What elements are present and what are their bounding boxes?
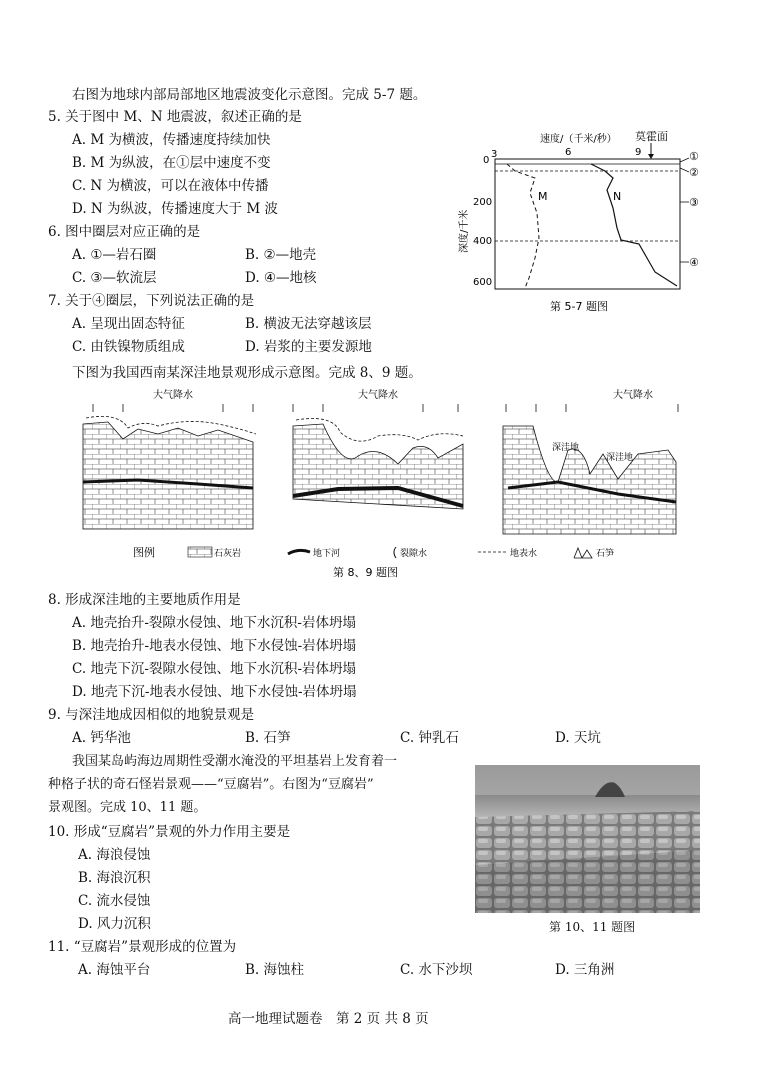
q10-stem: 10. 形成“豆腐岩”景观的外力作用主要是 bbox=[48, 824, 291, 840]
page-footer: 高一地理试题卷 第 2 页 共 8 页 bbox=[228, 1011, 429, 1027]
panel-2 bbox=[293, 388, 463, 509]
q11-option-a: A. 海蚀平台 bbox=[78, 962, 151, 978]
q7-option-b: B. 横波无法穿越该层 bbox=[245, 316, 372, 332]
figure-5-7-caption: 第 5-7 题图 bbox=[550, 300, 608, 313]
limestone-swatch bbox=[188, 547, 212, 557]
legend-limestone: 石灰岩 bbox=[214, 549, 242, 559]
q6-option-c: C. ③—软流层 bbox=[72, 270, 157, 286]
wave-m-label: M bbox=[538, 190, 548, 203]
y-tick-400: 400 bbox=[473, 236, 493, 247]
depth-axis-label: 深度/千米 bbox=[459, 209, 470, 253]
legend-fissure-water: 裂隙水 bbox=[400, 549, 428, 559]
legend-title: 图例 bbox=[133, 546, 155, 559]
rain-arrows bbox=[93, 404, 678, 412]
q6-option-d: D. ④—地核 bbox=[245, 270, 317, 286]
layer-2-label: ② bbox=[689, 166, 699, 179]
q8-option-d: D. 地壳下沉-地表水侵蚀、地下水侵蚀-岩体坍塌 bbox=[72, 684, 357, 700]
velocity-axis-title: 速度/（千米/秒） bbox=[540, 134, 617, 145]
panel-3-rain-label: 大气降水 bbox=[613, 390, 653, 401]
underground-river-swatch bbox=[288, 550, 310, 554]
layer-1-label: ① bbox=[689, 150, 699, 163]
intro-10-11-line3: 景观图。完成 10、11 题。 bbox=[48, 800, 207, 815]
wave-n-label: N bbox=[613, 190, 622, 203]
q7-option-a: A. 呈现出固态特征 bbox=[72, 316, 185, 332]
fissure-water-swatch bbox=[394, 547, 396, 558]
q9-option-b: B. 石笋 bbox=[245, 730, 291, 746]
q5-option-c: C. N 为横波，可以在液体中传播 bbox=[72, 178, 269, 194]
q10-option-a: A. 海浪侵蚀 bbox=[78, 847, 151, 863]
q5-option-d: D. N 为纵波，传播速度大于 M 波 bbox=[72, 201, 278, 217]
plot-frame bbox=[495, 159, 680, 289]
q11-option-b: B. 海蚀柱 bbox=[245, 962, 305, 978]
q5-stem: 5. 关于图中 M、N 地震波，叙述正确的是 bbox=[48, 109, 302, 125]
y-tick-0: 0 bbox=[483, 155, 490, 166]
legend-surface-water: 地表水 bbox=[510, 549, 538, 559]
q11-stem: 11. “豆腐岩”景观形成的位置为 bbox=[48, 939, 237, 955]
q10-option-d: D. 风力沉积 bbox=[78, 916, 151, 932]
q6-option-b: B. ②—地壳 bbox=[245, 247, 317, 263]
q8-option-b: B. 地壳抬升-地表水侵蚀、地下水侵蚀-岩体坍塌 bbox=[72, 638, 357, 654]
q10-option-c: C. 流水侵蚀 bbox=[78, 893, 151, 909]
q8-option-c: C. 地壳下沉-裂隙水侵蚀、地下水沉积-岩体坍塌 bbox=[72, 661, 357, 677]
moho-label: 莫霍面 bbox=[635, 130, 668, 143]
intro-10-11-line1: 我国某岛屿海边周期性受潮水淹没的平坦基岩上发育着一 bbox=[72, 754, 398, 769]
panel-1-rain-label: 大气降水 bbox=[153, 390, 193, 401]
layer-1-pointer bbox=[680, 158, 689, 162]
y-tick-600: 600 bbox=[473, 277, 493, 288]
intro-8-9: 下图为我国西南某深洼地景观形成示意图。完成 8、9 题。 bbox=[72, 365, 422, 381]
stalagmite-swatch bbox=[574, 548, 592, 558]
intro-10-11-line2: 种格子状的奇石怪岩景观——“豆腐岩”。右图为“豆腐岩” bbox=[48, 777, 374, 792]
q9-option-d: D. 天坑 bbox=[555, 730, 601, 746]
x-tick-6: 6 bbox=[565, 147, 572, 158]
q5-option-b: B. M 为纵波，在①层中速度不变 bbox=[72, 155, 271, 171]
q6-stem: 6. 图中圈层对应正确的是 bbox=[48, 224, 201, 240]
wave-n-curve bbox=[591, 164, 677, 286]
q7-stem: 7. 关于④圈层，下列说法正确的是 bbox=[48, 293, 255, 309]
panel-1 bbox=[83, 388, 256, 529]
intro-5-7: 右图为地球内部局部地区地震波变化示意图。完成 5-7 题。 bbox=[72, 87, 427, 103]
q7-option-d: D. 岩浆的主要发源地 bbox=[245, 339, 372, 355]
q7-option-c: C. 由铁镍物质组成 bbox=[72, 339, 185, 355]
q10-option-b: B. 海浪沉积 bbox=[78, 870, 151, 886]
layer-3-label: ③ bbox=[689, 196, 699, 209]
q11-option-c: C. 水下沙坝 bbox=[400, 962, 473, 978]
wave-m-curve bbox=[507, 164, 539, 288]
depression-label-2: 深洼地 bbox=[606, 453, 634, 463]
panel-3 bbox=[503, 388, 676, 534]
figure-8-9-caption: 第 8、9 题图 bbox=[333, 566, 398, 579]
x-tick-9: 9 bbox=[635, 147, 642, 158]
legend-stalagmite: 石笋 bbox=[596, 549, 615, 559]
tofu-rock-photo bbox=[475, 765, 700, 913]
q8-option-a: A. 地壳抬升-裂隙水侵蚀、地下水沉积-岩体坍塌 bbox=[72, 615, 356, 631]
panel-2-rain-label: 大气降水 bbox=[358, 390, 398, 401]
depression-label-1: 深洼地 bbox=[552, 443, 580, 453]
legend-underground-river: 地下河 bbox=[313, 549, 341, 559]
q11-option-d: D. 三角洲 bbox=[555, 962, 615, 978]
x-tick-3: 3 bbox=[491, 149, 498, 160]
y-tick-200: 200 bbox=[473, 197, 493, 208]
q9-stem: 9. 与深洼地成因相似的地貌景观是 bbox=[48, 707, 255, 723]
layer-4-label: ④ bbox=[689, 256, 699, 269]
moho-arrowhead bbox=[648, 154, 654, 159]
seismic-wave-figure bbox=[455, 128, 705, 320]
q6-option-a: A. ①—岩石圈 bbox=[72, 247, 157, 263]
q9-option-a: A. 钙华池 bbox=[72, 730, 131, 746]
q8-stem: 8. 形成深洼地的主要地质作用是 bbox=[48, 592, 241, 608]
layer-2-pointer bbox=[680, 168, 689, 172]
q9-option-c: C. 钟乳石 bbox=[400, 730, 459, 746]
q5-option-a: A. M 为横波，传播速度持续加快 bbox=[72, 132, 271, 148]
photo-caption: 第 10、11 题图 bbox=[549, 920, 636, 934]
depression-formation-figure bbox=[78, 384, 703, 584]
